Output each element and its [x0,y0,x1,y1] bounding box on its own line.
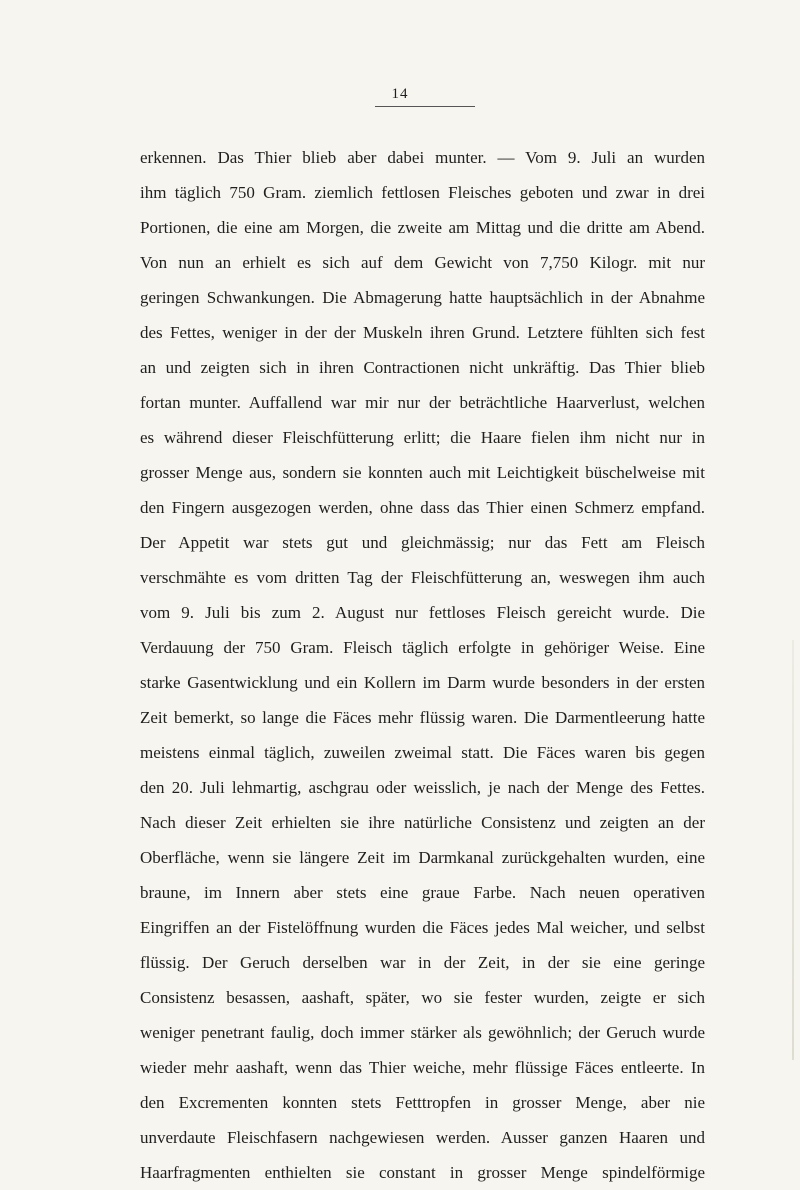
text-line: weniger penetrant faulig, doch immer stärker als gewöhnlich; der Geruch wurde [140,1023,705,1042]
text-line: vom 9. Juli bis zum 2. August nur fettloses Fleisch gereicht wurde. Die [140,603,705,622]
text-line: den Fingern ausgezogen werden, ohne dass das Thier einen Schmerz empfand. [140,498,705,517]
text-line: Haarfragmenten enthielten sie constant in grosser Menge spindelförmige [140,1163,705,1182]
text-line: ihm täglich 750 Gram. ziemlich fettlosen Fleisches geboten und zwar in drei [140,183,705,202]
text-line: den Excrementen konnten stets Fetttropfen in grosser Menge, aber nie [140,1093,705,1112]
text-line: unverdaute Fleischfasern nachgewiesen werden. Ausser ganzen Haaren und [140,1128,705,1147]
body-text [140,140,705,1190]
text-line: Zeit bemerkt, so lange die Fäces mehr flüssig waren. Die Darmentleerung hatte [140,708,705,727]
page-number: 14 [391,86,409,102]
text-line: Nach dieser Zeit erhielten sie ihre natürliche Consistenz und zeigten an der [140,813,705,832]
text-line: braune, im Innern aber stets eine graue Farbe. Nach neuen operativen [140,883,705,902]
text-line: Von nun an erhielt es sich auf dem Gewicht von 7,750 Kilogr. mit nur [140,253,705,272]
text-line: Oberfläche, wenn sie längere Zeit im Darmkanal zurückgehalten wurden, eine [140,848,705,867]
text-line: verschmähte es vom dritten Tag der Fleischfütterung an, weswegen ihm auch [140,568,705,587]
text-line: fortan munter. Auffallend war mir nur der beträchtliche Haarverlust, welchen [140,393,705,412]
text-line: flüssig. Der Geruch derselben war in der Zeit, in der sie eine geringe [140,953,705,972]
text-line: meistens einmal täglich, zuweilen zweimal statt. Die Fäces waren bis gegen [140,743,705,762]
text-line: des Fettes, weniger in der der Muskeln ihren Grund. Letztere fühlten sich fest [140,323,705,342]
text-line: Portionen, die eine am Morgen, die zweite am Mittag und die dritte am Abend. [140,218,705,237]
text-line: an und zeigten sich in ihren Contractionen nicht unkräftig. Das Thier blieb [140,358,705,377]
text-line: Der Appetit war stets gut und gleichmässig; nur das Fett am Fleisch [140,533,705,552]
text-line: den 20. Juli lehmartig, aschgrau oder weisslich, je nach der Menge des Fettes. [140,778,705,797]
text-line: es während dieser Fleischfütterung erlitt; die Haare fielen ihm nicht nur in [140,428,705,447]
page-edge-shadow [792,640,794,1060]
text-line: Verdauung der 750 Gram. Fleisch täglich erfolgte in gehöriger Weise. Eine [140,638,705,657]
text-line: grosser Menge aus, sondern sie konnten auch mit Leichtigkeit büschelweise mit [140,463,705,482]
text-line: erkennen. Das Thier blieb aber dabei munter. — Vom 9. Juli an wurden [140,148,705,167]
text-line: Eingriffen an der Fistelöffnung wurden die Fäces jedes Mal weicher, und selbst [140,918,705,937]
text-line: Consistenz besassen, aashaft, später, wo sie fester wurden, zeigte er sich [140,988,705,1007]
header-rule [375,106,475,107]
text-line: wieder mehr aashaft, wenn das Thier weiche, mehr flüssige Fäces entleerte. In [140,1058,705,1077]
text-line: starke Gasentwicklung und ein Kollern im Darm wurde besonders in der ersten [140,673,705,692]
text-line: geringen Schwankungen. Die Abmagerung hatte hauptsächlich in der Abnahme [140,288,705,307]
